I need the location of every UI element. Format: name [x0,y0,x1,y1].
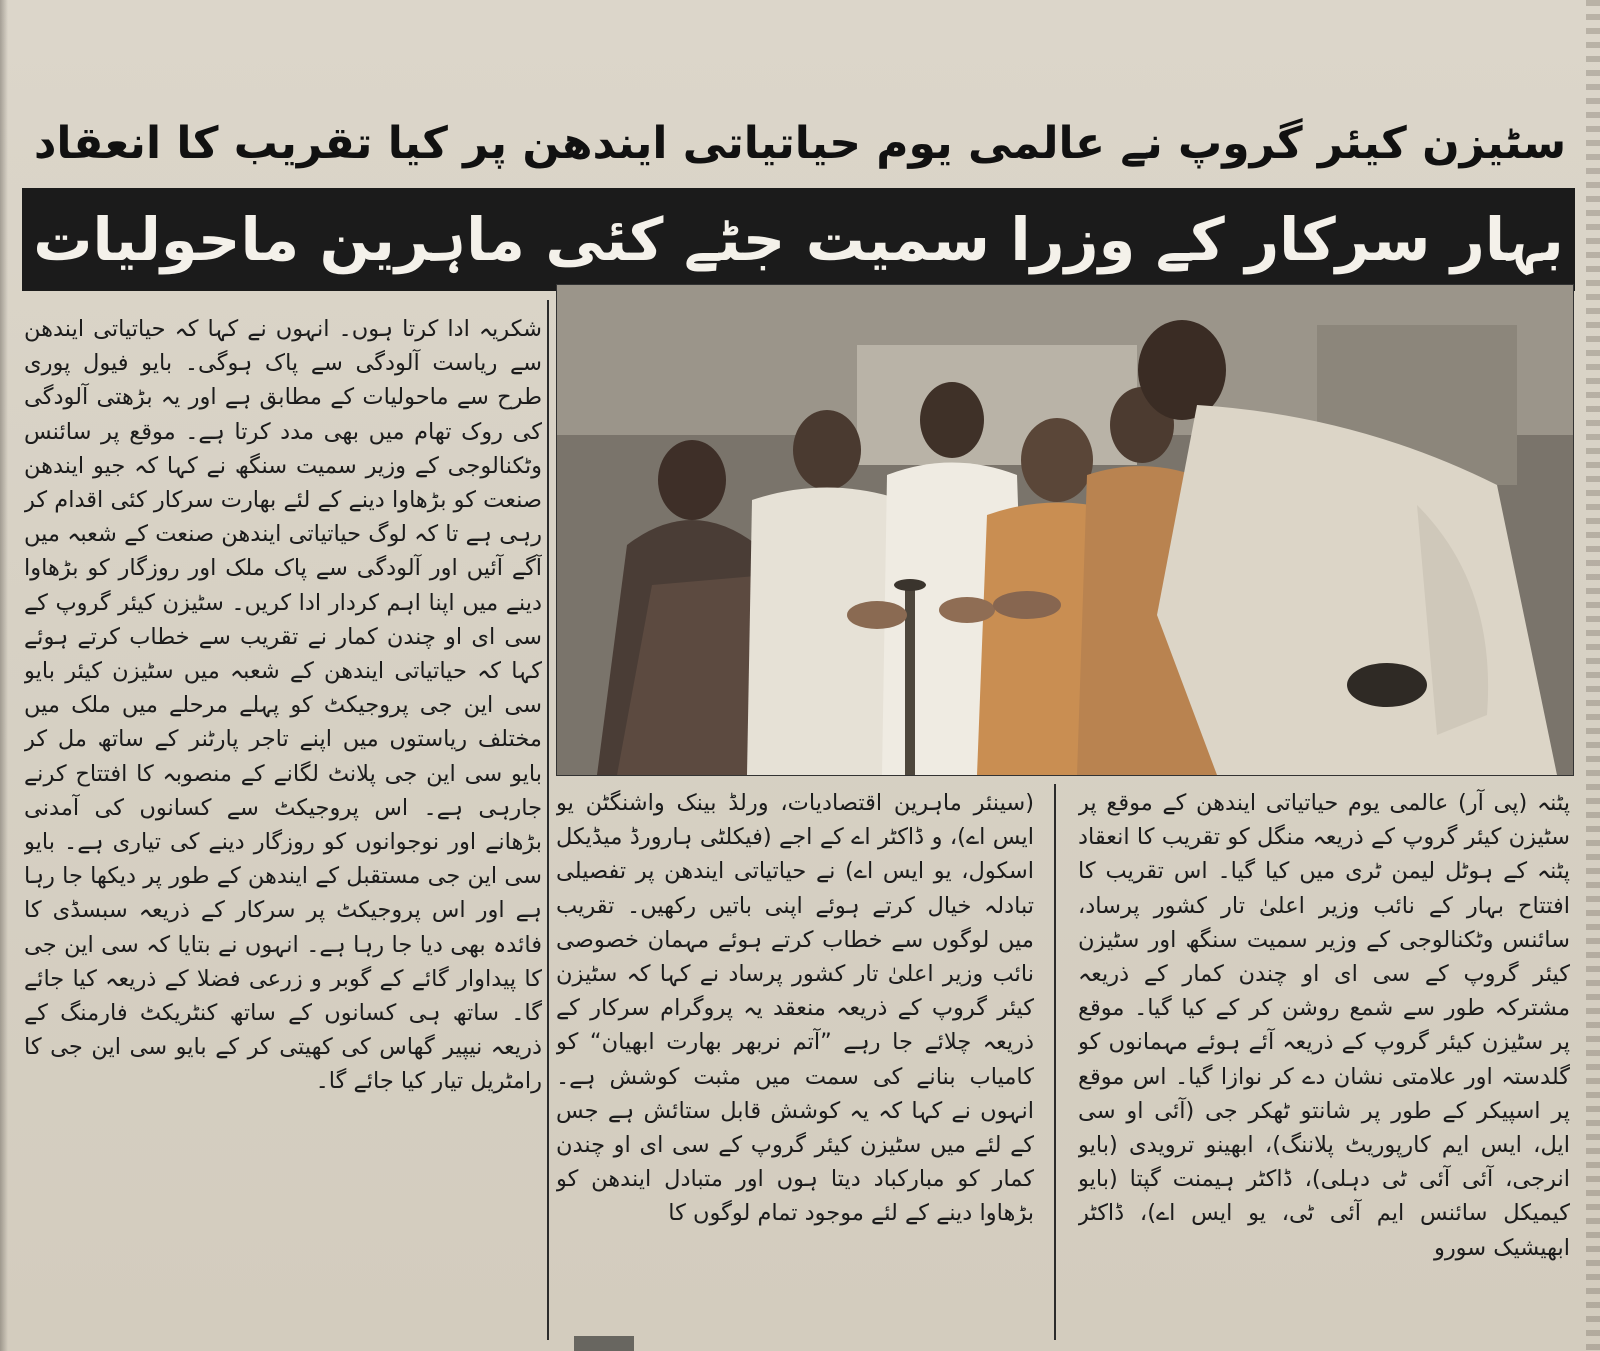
news-photo [556,284,1574,776]
article-column-right: پٹنہ (پی آر) عالمی یوم حیاتیاتی ایندھن کے موقع پر سٹیزن کیئر گروپ کے ذریعہ منگل کو تقریب کا انعقاد پٹنہ کے ہوٹل لیمن ٹری میں کیا گیا۔ اس تقریب کا افتتاح بہار کے نائب وزیر اعلیٰ تار کشور پرساد، سائنس وٹکنالوجی کے وزیر سمیت سنگھ اور سٹیزن کیئر گروپ کے سی ای او چندن کمار کے ذریعہ مشترکہ طور سے شمع روشن کر کے کیا گیا۔ موقع پر سٹیزن کیئر گروپ کے ذریعہ آئے ہوئے مہمانوں کو گلدستہ اور علامتی نشان دے کر نوازا گیا۔ اس موقع پر اسپیکر کے طور پر شانتو ٹھکر جی (آئی او سی ایل، ایس ایم کارپوریٹ پلاننگ)، ابھینو ترویدی (بایو انرجی، آئی آئی ٹی دہلی)، ڈاکٹر ہیمنت گپتا (بایو کیمیکل سائنس ایم آئی ٹی، یو ایس اے)، ڈاکٹر ابھیشیک سورو [1078,790,1570,1261]
subheadline-banner: بہار سرکار کے وزرا سمیت جٹے کئی ماہرین ماحولیات [22,188,1575,291]
article-column-left: شکریہ ادا کرتا ہوں۔ انہوں نے کہا کہ حیاتیاتی ایندھن سے ریاست آلودگی سے پاک ہوگی۔ بایو فیول پوری طرح سے ماحولیات کے مطابق ہے اور یہ بڑھتی آلودگی کی روک تھام میں بھی مدد کرتا ہے۔ موقع پر سائنس وٹکنالوجی کے وزیر سمیت سنگھ نے کہا کہ جیو ایندھن صنعت کو بڑھاوا دینے کے لئے بھارت سرکار کئی اقدام کر رہی ہے تا کہ لوگ حیاتیاتی ایندھن صنعت کے شعبہ میں آگے آئیں اور آلودگی سے پاک ملک اور روزگار کو بڑھاوا دینے میں اپنا اہم کردار ادا کریں۔ سٹیزن کیئر گروپ کے سی ای او چندن کمار نے تقریب سے خطاب کرتے ہوئے کہا کہ حیاتیاتی ایندھن کے شعبہ میں سٹیزن کیئر بایو سی این جی پروجیکٹ کو پہلے مرحلے میں ملک میں مختلف ریاستوں میں اپنے تاجر پارٹنر کے ساتھ مل کر بایو سی این جی پلانٹ لگانے کے منصوبہ کا افتتاح کرنے جارہی ہے۔ اس پروجیکٹ سے کسانوں کی آمدنی بڑھانے اور نوجوانوں کو روزگار دینے کی تیاری ہے۔ بایو سی این جی مستقبل کے ایندھن کے طور پر دیکھا جا رہا ہے اور اس پروجیکٹ پر سرکار کے ذریعہ سبسڈی کا فائدہ بھی دیا جا رہا ہے۔ انہوں نے بتایا کہ سی این جی کا پیداوار گائے کے گوبر و زرعی فضلا کے ذریعہ کیا جائے گا۔ ساتھ ہی کسانوں کے ساتھ کنٹریکٹ فارمنگ کے ذریعہ نیپیر گھاس کی کھیتی کر کے بایو سی این جی کا رامٹریل تیار کیا جائے گا۔ [24,316,542,1095]
paper-edge-left [0,0,8,1351]
column-divider [547,300,549,1340]
paper-edge-right [1586,0,1600,1351]
article-column-middle: (سینئر ماہرین اقتصادیات، ورلڈ بینک واشنگٹن یو ایس اے)، و ڈاکٹر اے کے اجے (فیکلٹی ہارورڈ میڈیکل اسکول، یو ایس اے) نے حیاتیاتی ایندھن پر تفصیلی تبادلہ خیال کرتے ہوئے اپنی باتیں رکھیں۔ تقریب میں لوگوں سے خطاب کرتے ہوئے مہمان خصوصی نائب وزیر اعلیٰ تار کشور پرساد نے کہا کہ سٹیزن کیئر گروپ کے ذریعہ منعقد یہ پروگرام سرکار کے ذریعہ چلائے جا رہے ”آتم نربھر بھارت ابھیان“ کو کامیاب بنانے کی سمت میں مثبت کوشش ہے۔ انہوں نے کہا کہ یہ کوشش قابل ستائش ہے جس کے لئے میں سٹیزن کیئر گروپ کے سی ای او چندن کمار کو مبارکباد دیتا ہوں اور متبادل ایندھن کو بڑھاوا دینے کے لئے موجود تمام لوگوں کا [556,790,1034,1227]
headline: سٹیزن کیئر گروپ نے عالمی یوم حیاتیاتی ایندھن پر کیا تقریب کا انعقاد [33,118,1567,170]
next-article-fragment [574,1336,634,1351]
photo-illustration [557,285,1573,775]
column-divider [1054,784,1056,1340]
